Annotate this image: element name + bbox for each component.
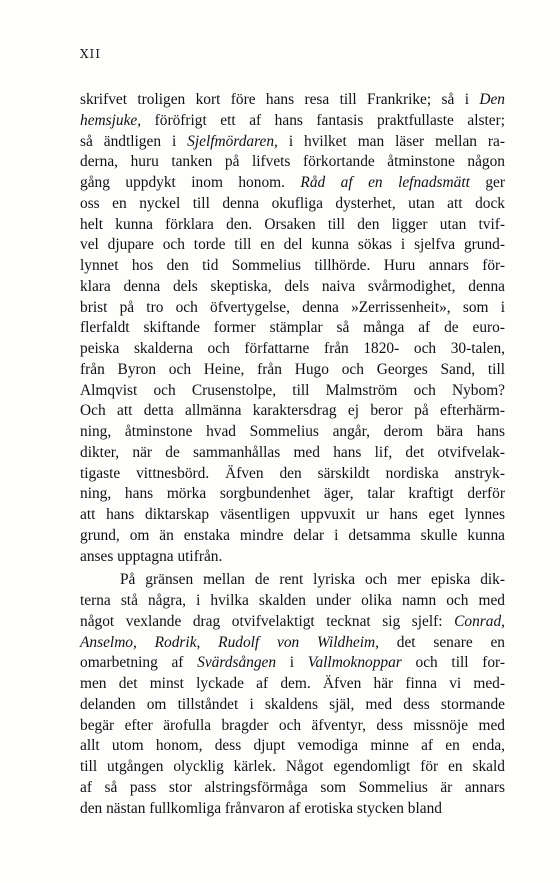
text-run: peiska skalderna och författarne från 1820- och 30-talen, [80,340,505,357]
paragraph [80,570,505,819]
text-run: gång uppdykt inom honom. [80,174,301,191]
text-line [80,360,505,381]
text-line [80,173,505,194]
text-line [80,612,505,633]
text-run: af så pass stor alstringsförmåga som Sommelius är annars [80,778,505,796]
italic-title: Anselmo, Rodrik, Rudolf von Wildheim, [80,633,379,651]
text-run: tigaste vittnesbörd. Äfven den särskildt nordiska anstryk- [80,464,505,482]
text-run: och till for- [401,654,505,672]
text-run: derna, huru tanken på lifvets förkortande åtminstone någon [80,153,505,171]
text-run: till utgången olycklig kärlek. Något egendomligt för en skald [80,758,505,775]
text-line [80,716,505,737]
text-run: oss en nyckel till denna okufliga dysterhet, utan att dock [80,194,505,212]
text-line [80,547,505,568]
text-run: anses upptagna utifrån. [80,547,223,565]
text-line [80,653,505,674]
italic-title: hemsjuke, [80,111,142,129]
text-run: allt utom honom, dess djupt vemodiga minne af en enda, [80,737,505,755]
text-line [80,381,505,402]
text-line [80,633,505,654]
text-line [80,111,505,132]
text-run: men det minst lyckade af dem. Äfven här finna vi med- [80,675,505,692]
text-line [80,277,505,298]
page-number: XII [80,47,102,61]
text-run: brist på tro och öfvertygelse, denna »Zerrissenheit», som i [80,298,505,316]
text-line [80,422,505,443]
text-run: helt kunna förklara den. Orsaken till den ligger utan tvif- [80,215,505,233]
text-run: ger [469,174,506,191]
text-run: skrifvet troligen kort före hans resa till Frankrike; så i [80,91,480,108]
text-run: att hans diktarskap väsentligen uppvuxit ur hans eget lynnes [80,506,505,523]
text-run: Almqvist och Crusenstolpe, till Malmström och Nybom? [80,381,505,399]
text-line [80,256,505,277]
text-run: i [276,654,308,672]
text-line [80,318,505,339]
text-line [80,235,505,256]
italic-title: Vallmoknoppar [307,654,402,672]
text-line [80,695,505,716]
text-run: något vexlande drag otvifvelaktigt tecknat sig sjelf: [80,612,455,630]
text-line [80,215,505,236]
text-run: På gränsen mellan de rent lyriska och mer episka dik- [120,571,505,589]
paragraph [80,90,505,567]
italic-title: Sjelfmördaren, [187,132,278,150]
text-line [80,464,505,485]
text-line [80,570,505,591]
italic-title: Den [479,91,505,108]
text-line [80,505,505,526]
text-line [80,443,505,464]
text-run: i hvilket man läser mellan ra- [277,132,505,150]
text-line [80,778,505,799]
text-run: dikter, när de sammanhållas med hans lif, det otvifvelak- [80,443,505,461]
italic-title: Råd af en lefnadsmätt [300,174,470,191]
text-run: ning, åtminstone hvad Sommelius angår, derom bära hans [80,423,505,440]
text-line [80,152,505,173]
text-line [80,339,505,360]
text-run: vel djupare och torde till en del kunna sökas i sjelfva grund- [80,236,505,254]
text-run: flerfaldt skiftande former stämplar så många af de euro- [80,319,505,337]
text-line [80,298,505,319]
text-run: lynnet hos den tid Sommelius tillhörde. Huru annars för- [80,257,505,274]
text-run: klara denna dels skeptiska, dels naiva svårmodighet, denna [80,277,505,295]
text-line [80,90,505,111]
body-text [80,90,505,819]
text-run: den nästan fullkomliga frånvaron af erotiska stycken bland [80,799,442,817]
text-line [80,401,505,422]
text-run: omarbetning af [80,654,198,672]
text-line [80,194,505,215]
text-run: Och att detta allmänna karaktersdrag ej beror på efterhärm- [80,402,505,420]
text-line [80,799,505,820]
text-line [80,674,505,695]
text-line [80,591,505,612]
text-run: från Byron och Heine, från Hugo och Georges Sand, till [80,360,505,378]
text-run: grund, om än enstaka mindre delar i detsamma skulle kunna [80,526,505,544]
text-run: terna stå några, i hvilka skalden under olika namn och med [80,592,505,609]
text-run: så ändtligen i [80,132,188,150]
text-line [80,526,505,547]
text-run: ning, hans mörka sorgbundenhet äger, talar kraftigt derför [80,485,505,503]
text-run: föröfrigt ett af hans fantasis praktfullaste alster; [141,111,505,129]
italic-title: Conrad, [454,612,505,630]
text-run: delanden om tillståndet i skaldens själ, med dess stormande [80,695,505,713]
text-line [80,132,505,153]
italic-title: Svärdsången [197,654,277,672]
text-line [80,484,505,505]
text-run: det senare en [378,633,505,651]
text-line [80,757,505,778]
text-run: begär efter ärofulla bragder och äfventyr, dess missnöje med [80,716,505,734]
text-line [80,736,505,757]
